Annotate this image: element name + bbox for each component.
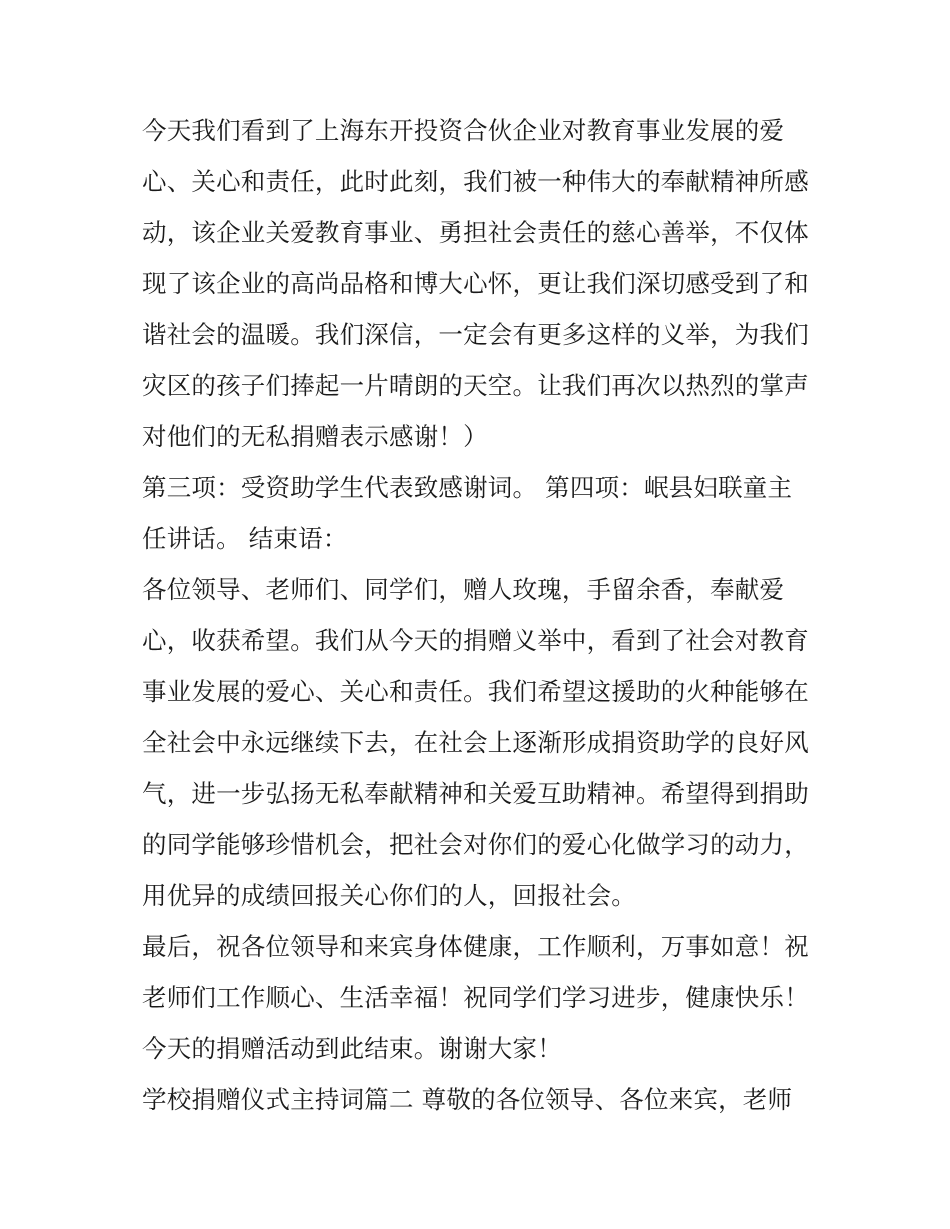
text-line: 谐社会的温暖。我们深信，一定会有更多这样的义举，为我们	[142, 320, 809, 349]
text-line: 最后，祝各位领导和来宾身体健康，工作顺利，万事如意！祝	[142, 932, 809, 961]
text-line: 全社会中永远继续下去，在社会上逐渐形成捐资助学的良好风	[142, 728, 809, 757]
text-line: 任讲话。 结束语：	[142, 524, 348, 553]
text-line: 气，进一步弘扬无私奉献精神和关爱互助精神。希望得到捐助	[142, 779, 809, 808]
text-line: 灾区的孩子们捧起一片晴朗的天空。让我们再次以热烈的掌声	[142, 371, 809, 400]
text-line: 心，收获希望。我们从今天的捐赠义举中，看到了社会对教育	[142, 626, 809, 655]
text-line: 学校捐赠仪式主持词篇二 尊敬的各位领导、各位来宾，老师	[142, 1085, 793, 1114]
text-line: 老师们工作顺心、生活幸福！祝同学们学习进步，健康快乐！	[142, 983, 809, 1012]
text-line: 心、关心和责任，此时此刻，我们被一种伟大的奉献精神所感	[142, 167, 809, 196]
text-line: 第三项：受资助学生代表致感谢词。 第四项：岷县妇联童主	[142, 473, 793, 502]
text-line: 的同学能够珍惜机会，把社会对你们的爱心化做学习的动力，	[142, 830, 809, 859]
text-line: 动，该企业关爱教育事业、勇担社会责任的慈心善举，不仅体	[142, 218, 809, 247]
text-line: 对他们的无私捐赠表示感谢！）	[142, 422, 488, 451]
text-line: 用优异的成绩回报关心你们的人，回报社会。	[142, 881, 636, 910]
text-line: 现了该企业的高尚品格和博大心怀，更让我们深切感受到了和	[142, 269, 809, 298]
text-line: 今天的捐赠活动到此结束。谢谢大家！	[142, 1034, 562, 1063]
text-line: 各位领导、老师们、同学们，赠人玫瑰，手留余香，奉献爱	[142, 575, 785, 604]
text-line: 今天我们看到了上海东开投资合伙企业对教育事业发展的爱	[142, 116, 785, 145]
text-line: 事业发展的爱心、关心和责任。我们希望这援助的火种能够在	[142, 677, 809, 706]
